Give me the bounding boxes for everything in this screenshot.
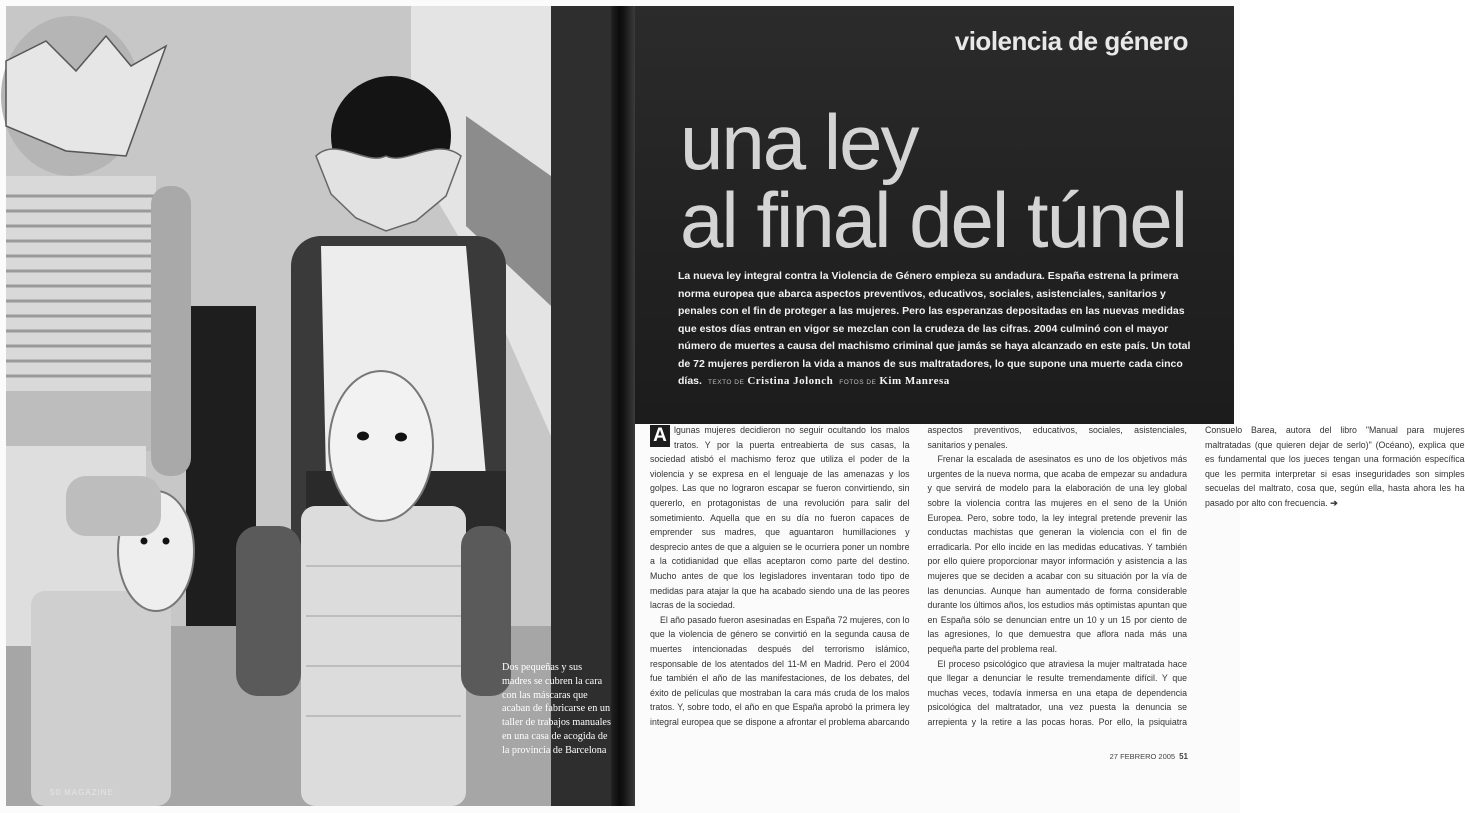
continue-arrow-icon: ➔ xyxy=(1330,497,1338,508)
girl-centre-mask xyxy=(329,371,433,521)
standfirst-text: La nueva ley integral contra la Violencia de Género empieza su andadura. España estrena la primera norma europea que abarca aspectos preventivos, educativos, sociales, asistenciales, sanitarios y penales con el fin de proteger a las mujeres. Pero las esperanzas depositadas en las nuevas medidas que estos días entran en vigor se mezclan con la crudeza de las cifras. 2004 culminó con el mayor número de muertes a causa del machismo criminal que jamás se haya alcanzado en este país. Un total de 72 mujeres perdieron la vida a manos de sus maltratadores, lo que supone una muerte cada cinco días. xyxy=(678,270,1191,387)
page-number: 51 xyxy=(1179,752,1188,761)
girl-left-dress xyxy=(31,591,171,806)
page-footer-right xyxy=(1110,752,1188,761)
article-body xyxy=(650,423,1465,743)
woman-left-waist xyxy=(6,391,151,451)
body-paragraph-1-text: lgunas mujeres decidieron no seguir ocultando los malos tratos. Y por la puerta entreabierta de sus casas, la sociedad atisbó el machismo feroz que utiliza el poder de la violencia y se expresa en el lenguaje de las amenazas y los golpes. Las que no lograron escapar se fueron convirtiendo, sin quererlo, en protagonistas de una revolución para salir del sometimiento. Aquella que en su día no fueron capaces de emprender sus madres, que aguantaron humillaciones y desprecio antes de que a alguien se le ocurriera poner un nombre a la cotidianidad que ellas aceptaron como parte del destino. Mucho antes de que los legisladores inventaran todo tipo de medidas para atajar la que ha acabado siendo una de las peores lacras de la sociedad. xyxy=(650,425,910,611)
standfirst xyxy=(678,268,1192,392)
woman-left-arm xyxy=(151,186,191,476)
issue-date: 27 FEBRERO 2005 xyxy=(1109,752,1176,761)
girl-centre-dress xyxy=(301,506,466,806)
girl-centre-mask-eye-left xyxy=(357,432,369,441)
section-title: violencia de género xyxy=(954,26,1188,56)
photo-credit-label: FOTOS DE xyxy=(839,379,877,386)
headline xyxy=(680,98,1187,264)
body-paragraph-3: Frenar la escalada de asesinatos es uno de los objetivos más urgentes de la nueva norma, que acaba de empezar su andadura y que servirá de modelo para la elaboración de una ley global sobre la violencia contra las mujeres en el seno de la Unión Europea. Pero, sobre todo, la ley integral pretende prevenir las conductas machistas que generan la violencia con el fin de erradicarla. Por ello incide en las medidas educativas. Y también por ello quiere proporcionar mayor información y asistencia a las mujeres que se deciden a acabar con su situación por la vía de las denuncias. Aunque han aumentado de forma considerable durante los últimos años, los estudios más optimistas apuntan que en España sólo se denuncian entre un 10 y un 15 por ciento de las agresiones, lo que demuestra que aflora nada más una pequeña parte del problema real. xyxy=(927,454,1187,654)
drop-cap: A xyxy=(650,425,670,447)
body-paragraph-1 xyxy=(650,423,910,613)
body-paragraph-4-text: El proceso psicológico que atraviesa la mujer maltratada hace que llegar a denunciar le resulte tremendamente difícil. Y que muchas veces, todavía inmersa en una etapa de dependencia psicológica del maltratador, una vez puesta la denuncia se arrepienta y la retire a las pocas horas. Por ello, la psiquiatra Consuelo Barea, autora del libro "Manual para mujeres maltratadas (que quieren dejar de serlo)" (Océano), explica que es fundamental que los jueces tengan una formación específica que les permita interpretar si esas inseguridades son simples secuelas del maltrato, cosa que, según ella, hasta ahora les ha pasado por alto con frecuencia. xyxy=(927,425,1465,727)
headline-line-2: al final del túnel xyxy=(680,176,1187,264)
girl-centre-mask-eye-right xyxy=(395,433,407,442)
author-name: Cristina Jolonch xyxy=(747,375,834,387)
body-paragraph-2: El año pasado fueron asesinadas en España 72 mujeres, con lo que la violencia de género se convirtió en la segunda causa de muertes intencionadas después del terrorismo islámico, responsable de los atentados del 11-M en Madrid. Pero el 2004 fue también el año de las manifestaciones, de los debates, del éxito de películas que mostraban la cara más cruda de los malos tratos. Y, sobre todo, el año en que España aprobó la primera ley integral europea que se dispone a afrontar el problema abarcando aspectos preventivos, educativos, sociales, asistenciales, sanitarios y penales. xyxy=(650,425,1187,727)
girl-centre-arm-left xyxy=(236,526,301,696)
photo-caption: Dos pequeñas y sus madres se cubren la cara con las máscaras que acaban de fabricarse en un taller de trabajos manuales en una casa de acogida de la provincia de Barcelona xyxy=(502,662,611,756)
headline-line-1: una ley xyxy=(680,98,918,186)
photographer-name: Kim Manresa xyxy=(879,375,950,387)
woman-left-hand xyxy=(66,476,161,536)
text-credit-label: TEXTO DE xyxy=(707,379,745,386)
page-footer-left: 50 MAGAZINE xyxy=(50,788,114,797)
page-gutter xyxy=(611,6,635,806)
article-photo xyxy=(6,6,611,806)
